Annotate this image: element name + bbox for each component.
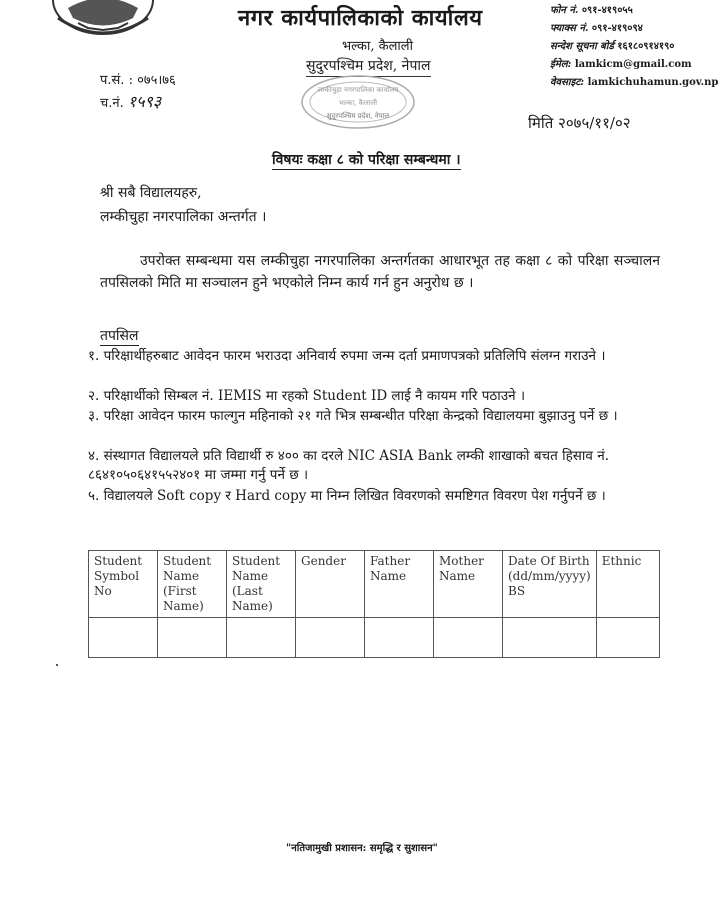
table-header-row bbox=[89, 551, 660, 618]
table-cell bbox=[296, 618, 365, 658]
column-header: Father Name bbox=[365, 551, 434, 618]
column-header: Mother Name bbox=[434, 551, 503, 618]
column-header: Student Name (First Name) bbox=[158, 551, 227, 618]
patra-sankhya: प.सं. : ०७५।७६ bbox=[100, 73, 176, 88]
tapsil-item-3: ३. परिक्षा आवेदन फारम फाल्गुन महिनाको २१ गते भित्र सम्बन्धीत परिक्षा केन्द्रको विद्यालयमा बुझाउनु पर्ने छ । bbox=[88, 408, 618, 424]
table-cell bbox=[596, 618, 659, 658]
address-line-2: सुदुरपश्चिम प्रदेश, नेपाल bbox=[306, 56, 431, 77]
nepal-emblem-icon bbox=[48, 0, 158, 38]
contact-notice-board: सन्देश सूचना बोर्ड १६१८०९१४१९० bbox=[550, 41, 675, 52]
office-title: नगर कार्यपालिकाको कार्यालय bbox=[238, 5, 483, 31]
column-header: Gender bbox=[296, 551, 365, 618]
student-details-table bbox=[88, 550, 660, 658]
tapsil-item-4: ४. संस्थागत विद्यालयले प्रति विद्यार्थी रु ४०० का दरले NIC ASIA Bank लम्की शाखाको बचत हिसाव नं. ८६४१०५०६४१५५२४०१ मा जम्मा गर्नु पर्ने छ । bbox=[88, 448, 609, 483]
addressee-line-1: श्री सबै विद्यालयहरु, bbox=[100, 185, 202, 201]
office-stamp bbox=[298, 74, 418, 130]
column-header: Date Of Birth (dd/mm/yyyy) BS bbox=[503, 551, 597, 618]
table-cell bbox=[365, 618, 434, 658]
scan-speck bbox=[56, 664, 58, 666]
chalani-number: च.नं. १५९३ bbox=[100, 92, 162, 111]
tapsil-item-2: २. परिक्षार्थीको सिम्बल नं. IEMIS मा रहको Student ID लाई नै कायम गरि पठाउने । bbox=[88, 388, 526, 404]
table-row bbox=[89, 618, 660, 658]
tapsil-heading: तपसिल bbox=[100, 328, 139, 344]
table-cell bbox=[227, 618, 296, 658]
body-paragraph: उपरोक्त सम्बन्धमा यस लम्कीचुहा नगरपालिका अन्तर्गतका आधारभूत तह कक्षा ८ को परिक्षा सञ्चालन तपसिलको मिति मा सञ्चालन हुने भएकोले निम्न कार्य गर्न हुन अनुरोध छ । bbox=[100, 253, 660, 291]
tapsil-item-5: ५. विद्यालयले Soft copy र Hard copy मा निम्न लिखित विवरणको समष्टिगत विवरण पेश गर्नुपर्ने छ । bbox=[88, 488, 606, 504]
column-header: Ethnic bbox=[596, 551, 659, 618]
chalani-handwritten: १५९३ bbox=[127, 92, 162, 111]
table-cell bbox=[434, 618, 503, 658]
stamp-line-2: भल्का, कैलाली bbox=[338, 99, 378, 107]
table-cell bbox=[158, 618, 227, 658]
column-header: Student Symbol No bbox=[89, 551, 158, 618]
column-header: Student Name (Last Name) bbox=[227, 551, 296, 618]
contact-email: ईमेल: lamkicm@gmail.com bbox=[550, 59, 692, 70]
contact-fax: फ्याक्स नं. ०९१-४१९०९४ bbox=[550, 23, 643, 34]
table-cell bbox=[89, 618, 158, 658]
tapsil-item-1: १. परिक्षार्थीहरुबाट आवेदन फारम भराउदा अनिवार्य रुपमा जन्म दर्ता प्रमाणपत्रको प्रतिलिपि संलग्न गराउने । bbox=[88, 348, 606, 364]
stamp-line-3: सुदुरपश्चिम प्रदेश, नेपाल bbox=[326, 112, 390, 120]
table-cell bbox=[503, 618, 597, 658]
stamp-line-1: लम्कीचुहा नगरपालिका कार्यालय bbox=[317, 86, 399, 94]
contact-website: वेवसाइट: lamkichuhamun.gov.np bbox=[550, 77, 718, 88]
letter-date: मिति २०७५/११/०२ bbox=[528, 114, 631, 132]
subject-line: विषयः कक्षा ८ को परिक्षा सम्बन्धमा । bbox=[272, 152, 461, 168]
addressee-line-2: लम्कीचुहा नगरपालिका अन्तर्गत । bbox=[100, 209, 267, 225]
address-line-1: भल्का, कैलाली bbox=[342, 39, 413, 54]
footer-motto: "नतिजामुखी प्रशासन: समृद्धि र सुशासन" bbox=[286, 843, 438, 854]
contact-phone: फोन नं. ०९१-४१९०५५ bbox=[550, 5, 633, 16]
